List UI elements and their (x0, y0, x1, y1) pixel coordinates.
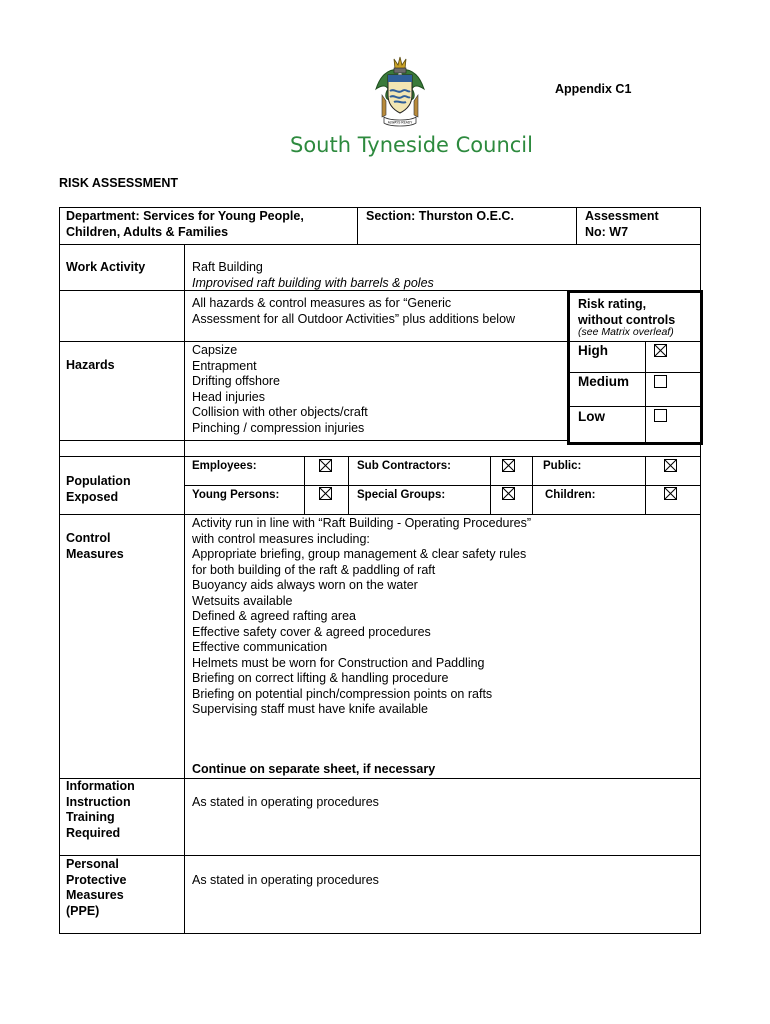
council-crest-logo (372, 55, 428, 130)
risk-rating-note: (see Matrix overleaf) (578, 326, 674, 338)
work-activity-label: Work Activity (66, 260, 146, 274)
children-label: Children: (545, 489, 596, 501)
list-item: Supervising staff must have knife available (192, 702, 429, 716)
ppe-value: As stated in operating procedures (192, 873, 379, 887)
risk-level-high-label: High (578, 343, 608, 358)
children-checkbox[interactable] (664, 487, 677, 500)
list-item: Capsize (192, 343, 238, 357)
risk-level-low-checkbox[interactable] (654, 409, 667, 422)
list-item: Effective communication (192, 640, 328, 654)
assessment-number-cell: Assessment No: W7 (585, 209, 659, 239)
department-cell: Department: Services for Young People, Children, Adults & Families (66, 209, 304, 239)
document-title: RISK ASSESSMENT (59, 176, 179, 190)
risk-level-high-checkbox[interactable] (654, 344, 667, 357)
section-cell: Section: Thurston O.E.C. (366, 209, 514, 223)
generic-assessment-note: All hazards & control measures as for “Generic Assessment for all Outdoor Activities” plus additions below (192, 296, 516, 326)
risk-rating-title: Risk rating, without controls (578, 297, 676, 327)
ppe-label: Personal Protective Measures (PPE) (66, 857, 127, 918)
sub-contractors-checkbox[interactable] (502, 459, 515, 472)
risk-level-low-label: Low (578, 409, 605, 424)
work-activity-title: Raft Building (192, 260, 263, 274)
list-item: Helmets must be worn for Construction and Paddling (192, 655, 485, 670)
list-item: Defined & agreed rafting area (192, 609, 356, 623)
employees-checkbox[interactable] (319, 459, 332, 472)
list-item: Entrapment (192, 358, 257, 373)
list-item: Briefing on correct lifting & handling procedure (192, 671, 449, 685)
special-groups-label: Special Groups: (357, 489, 446, 501)
appendix-label: Appendix C1 (555, 82, 632, 96)
information-value: As stated in operating procedures (192, 795, 379, 809)
population-exposed-label: Population Exposed (66, 474, 131, 504)
list-item: Appropriate briefing, group management & clear safety rules (192, 547, 527, 561)
list-item: Head injuries (192, 389, 265, 404)
hazards-label: Hazards (66, 358, 115, 372)
svg-text:ALWAYS READY: ALWAYS READY (387, 120, 413, 125)
list-item: Briefing on potential pinch/compression points on rafts (192, 686, 493, 701)
risk-level-medium-checkbox[interactable] (654, 375, 667, 388)
control-measures-list (192, 516, 531, 718)
list-item: Activity run in line with “Raft Building - Operating Procedures” (192, 516, 532, 530)
young-persons-label: Young Persons: (192, 489, 280, 501)
council-name: South Tyneside Council (290, 133, 533, 157)
list-item: Wetsuits available (192, 593, 293, 608)
public-checkbox[interactable] (664, 459, 677, 472)
hazards-list (192, 343, 368, 436)
list-item: Effective safety cover & agreed procedures (192, 624, 431, 639)
young-persons-checkbox[interactable] (319, 487, 332, 500)
risk-level-medium-label: Medium (578, 374, 630, 389)
public-label: Public: (543, 460, 582, 472)
sub-contractors-label: Sub Contractors: (357, 460, 451, 472)
list-item: for both building of the raft & paddling of raft (192, 562, 436, 577)
information-label: Information Instruction Training Required (66, 779, 135, 840)
control-measures-label: Control Measures (66, 531, 124, 561)
work-activity-description: Improvised raft building with barrels & poles (192, 276, 434, 290)
continue-note: Continue on separate sheet, if necessary (192, 762, 436, 776)
list-item: Buoyancy aids always worn on the water (192, 578, 418, 592)
list-item: with control measures including: (192, 531, 370, 546)
employees-label: Employees: (192, 460, 257, 472)
special-groups-checkbox[interactable] (502, 487, 515, 500)
list-item: Pinching / compression injuries (192, 420, 365, 435)
list-item: Drifting offshore (192, 374, 281, 388)
list-item: Collision with other objects/craft (192, 405, 368, 419)
